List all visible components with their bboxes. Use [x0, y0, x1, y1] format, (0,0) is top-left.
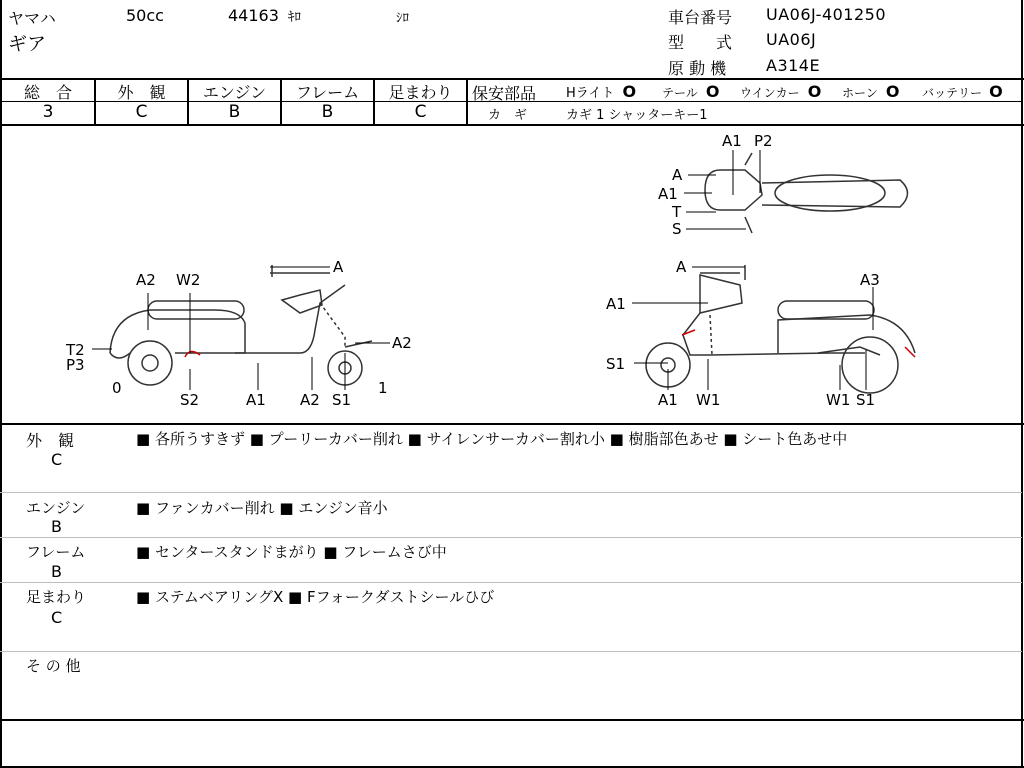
- safety-horn-mark: O: [885, 82, 900, 101]
- top-label-a1: A1: [722, 132, 742, 150]
- safety-label: 保安部品: [472, 84, 537, 103]
- type-label: 型 式: [668, 33, 733, 52]
- right-label-w1-rear: W1: [826, 391, 851, 409]
- left-label-s2: S2: [180, 391, 200, 409]
- grade-exterior-value: C: [135, 102, 148, 122]
- right-label-a1-bottom: A1: [658, 391, 678, 409]
- left-label-a2-top: A2: [136, 271, 156, 289]
- right-label-a: A: [676, 258, 687, 276]
- safety-battery-mark: O: [989, 82, 1003, 101]
- left-rear-hub: [142, 355, 158, 371]
- right-label-w1-front: W1: [696, 391, 721, 409]
- grade-engine-value: B: [228, 102, 241, 122]
- safety-headlight-mark: O: [622, 82, 637, 101]
- left-label-a2-bottom: A2: [300, 391, 320, 409]
- grade-exterior-label: 外 観: [117, 83, 166, 102]
- right-legshield: [710, 315, 712, 355]
- remark-exterior-text: ■ 各所うすきず ■ プーリーカバー削れ ■ サイレンサーカバー割れ小 ■ 樹脂部色あせ ■ シート色あせ中: [136, 430, 848, 448]
- right-rear-body: [778, 315, 915, 353]
- right-side-labels: [606, 258, 880, 409]
- right-label-s1-rear: S1: [856, 391, 876, 409]
- left-front-cowl: [282, 290, 322, 313]
- top-label-s: S: [672, 220, 682, 238]
- safety-horn-label: ホーン: [842, 86, 878, 100]
- mileage-unit: ｷﾛ: [288, 10, 301, 25]
- safety-tail-mark: O: [705, 82, 720, 101]
- remark-frame-text: ■ センタースタンドまがり ■ フレームさび中: [136, 543, 447, 561]
- grade-suspension-value: C: [414, 102, 427, 122]
- safety-winker: [740, 82, 821, 101]
- color: ｼﾛ: [396, 11, 409, 26]
- remark-engine-category: エンジン: [26, 499, 86, 517]
- left-label-s1: S1: [332, 391, 352, 409]
- top-label-a1-left: A1: [658, 185, 678, 203]
- engine-label: 原 動 機: [668, 59, 727, 78]
- scooter-diagram: [0, 125, 1024, 425]
- right-front-cowl: [700, 275, 742, 313]
- remark-frame-category: フレーム: [26, 543, 86, 561]
- safety-winker-label: ウインカー: [740, 86, 800, 100]
- left-label-zero: 0: [112, 379, 122, 397]
- right-label-a3: A3: [860, 271, 880, 289]
- remark-exterior-grade: C: [51, 450, 63, 469]
- top-label-p2: P2: [754, 132, 773, 150]
- frame-no: UA06J-401250: [766, 5, 887, 24]
- right-label-s1-left: S1: [606, 355, 626, 373]
- grade-divider-5: [466, 79, 468, 125]
- left-fender: [345, 341, 372, 347]
- grade-total-value: 3: [42, 102, 54, 122]
- remark-exterior-category: 外 観: [26, 431, 75, 450]
- engine-value: A314E: [766, 56, 821, 75]
- left-tail: [110, 353, 130, 358]
- remark-suspension-category: 足まわり: [26, 588, 87, 606]
- right-damage-front: [682, 330, 695, 335]
- remark-engine-text: ■ ファンカバー削れ ■ エンジン音小: [136, 499, 388, 517]
- right-label-a1-top: A1: [606, 295, 626, 313]
- remarks-divider-2: [0, 537, 1022, 538]
- left-label-t2: T2: [66, 341, 85, 359]
- remark-frame-grade: B: [51, 562, 62, 581]
- top-view-labels: [658, 132, 773, 238]
- safety-winker-mark: O: [807, 82, 822, 101]
- keys-value: カギ 1 シャッターキー1: [566, 108, 708, 123]
- remark-engine-grade: B: [51, 517, 62, 536]
- right-side-callouts: [632, 267, 873, 390]
- right-muffler: [818, 347, 880, 355]
- type-value: UA06J: [766, 30, 817, 49]
- remark-suspension-grade: C: [51, 608, 63, 627]
- left-rear-wheel: [128, 341, 172, 385]
- grade-engine-label: エンジン: [202, 83, 267, 102]
- safety-tail-label: テール: [662, 86, 698, 100]
- top-handlebar: [745, 153, 752, 233]
- top-label-a: A: [672, 166, 683, 184]
- left-label-a: A: [333, 258, 344, 276]
- safety-mid-border: [467, 101, 1023, 102]
- right-rear-wheel: [842, 337, 898, 393]
- left-side-labels: [65, 258, 412, 409]
- remark-other-category: そ の 他: [26, 657, 81, 675]
- top-label-t: T: [672, 203, 682, 221]
- safety-battery-label: バッテリー: [922, 86, 983, 100]
- grade-suspension-label: 足まわり: [388, 83, 453, 102]
- safety-headlight: [566, 82, 636, 101]
- model-name: ギア: [8, 33, 47, 55]
- grade-frame-value: B: [321, 102, 334, 122]
- left-label-one: 1: [378, 379, 388, 397]
- safety-horn: [842, 82, 900, 101]
- grade-total-label: 総 合: [23, 83, 72, 102]
- top-view-scooter-drawing: [705, 153, 908, 233]
- mileage: [228, 6, 301, 25]
- displacement: 50cc: [126, 6, 164, 25]
- safety-tail: [662, 82, 720, 101]
- safety-headlight-label: Hライト: [566, 86, 615, 101]
- remarks-divider-1: [0, 492, 1022, 493]
- maker: ヤマハ: [8, 9, 56, 28]
- frame-no-label: 車台番号: [668, 8, 733, 27]
- left-label-p3: P3: [66, 356, 85, 374]
- left-label-a1: A1: [246, 391, 266, 409]
- left-legshield: [320, 303, 345, 347]
- remarks-divider-5: [0, 719, 1024, 721]
- mileage-value: 44163: [228, 6, 279, 25]
- remarks-divider-3: [0, 582, 1022, 583]
- left-rear-body: [110, 310, 245, 353]
- safety-battery: [922, 82, 1003, 101]
- grade-frame-label: フレーム: [295, 83, 360, 102]
- remark-suspension-text: ■ ステムベアリングX ■ Fフォークダストシールひび: [136, 588, 495, 606]
- left-label-a2-right: A2: [392, 334, 412, 352]
- top-view-callouts: [684, 150, 760, 229]
- remarks-divider-4: [0, 651, 1022, 652]
- left-label-w2: W2: [176, 271, 201, 289]
- keys-label: カ ギ: [488, 108, 528, 123]
